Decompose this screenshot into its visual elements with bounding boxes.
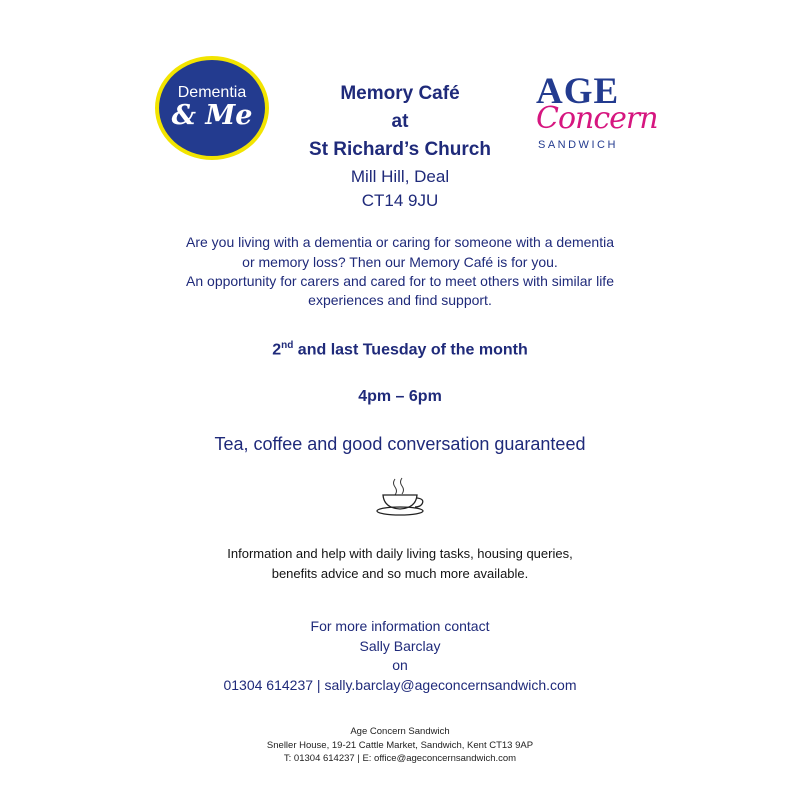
tagline: Tea, coffee and good conversation guaranteed xyxy=(214,434,586,454)
contact-line1: For more information contact xyxy=(310,618,490,634)
intro-line1: Are you living with a dementia or caring for someone with a dementia xyxy=(186,234,614,250)
schedule-days xyxy=(0,340,800,359)
age-concern-logo-age: AGE xyxy=(536,71,620,112)
age-concern-logo-concern: Concern xyxy=(536,101,658,136)
title-line2: at xyxy=(391,111,409,132)
info-line2: benefits advice and so much more available. xyxy=(271,566,529,581)
address-line1: Mill Hill, Deal xyxy=(350,167,450,186)
title-line1: Memory Café xyxy=(340,83,460,104)
intro-line4: experiences and find support. xyxy=(308,292,492,308)
intro-line2: or memory loss? Then our Memory Café is for you. xyxy=(242,254,558,270)
footer-contact: T: 01304 614237 | E: office@ageconcernsandwich.com xyxy=(283,753,517,764)
info-line1: Information and help with daily living tasks, housing queries, xyxy=(227,546,573,561)
contact-phone-email[interactable]: 01304 614237 | sally.barclay@ageconcernsandwich.com xyxy=(223,677,577,693)
dementia-logo-line2: & Me xyxy=(171,100,253,131)
footer-org: Age Concern Sandwich xyxy=(350,726,450,737)
title-line3: St Richard’s Church xyxy=(309,139,491,160)
schedule-day-rest: and last Tuesday of the month xyxy=(293,341,528,359)
age-concern-logo-sandwich: SANDWICH xyxy=(538,139,618,151)
schedule-day-suffix: nd xyxy=(281,340,294,351)
address-line2: CT14 9JU xyxy=(361,191,439,210)
contact-on: on xyxy=(392,657,408,673)
contact-name: Sally Barclay xyxy=(359,638,441,654)
intro-line3: An opportunity for carers and cared for to meet others with similar life xyxy=(186,273,614,289)
footer-address: Sneller House, 19-21 Cattle Market, Sandwich, Kent CT13 9AP xyxy=(266,740,534,751)
schedule-day-number: 2 xyxy=(272,341,282,359)
coffee-cup-icon xyxy=(373,475,429,517)
dementia-logo-line1: Dementia xyxy=(177,84,247,101)
schedule-time: 4pm – 6pm xyxy=(358,388,442,405)
